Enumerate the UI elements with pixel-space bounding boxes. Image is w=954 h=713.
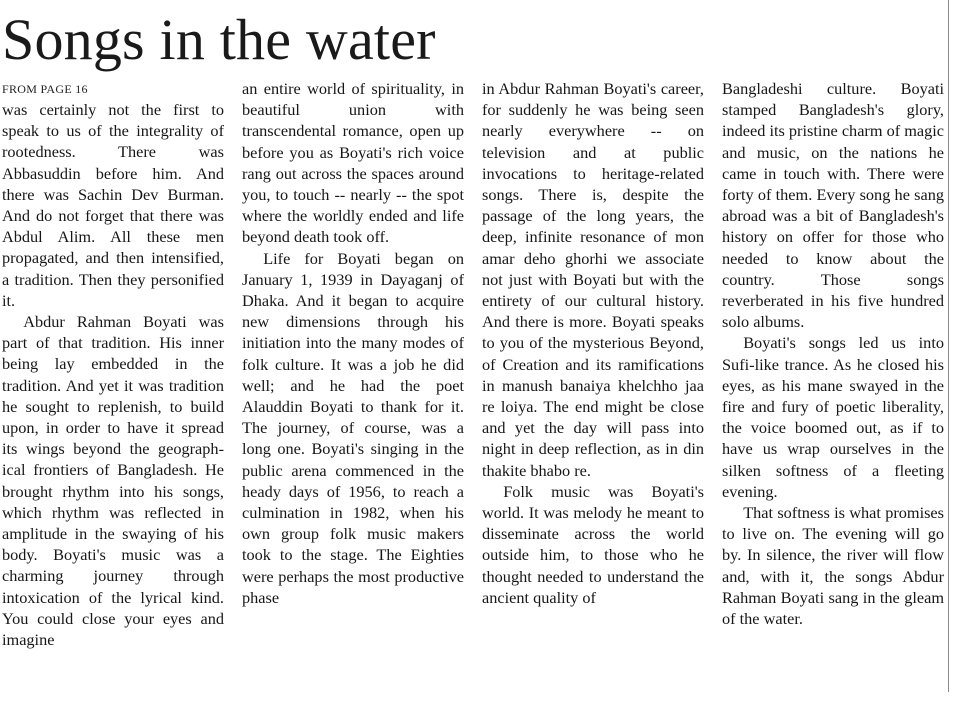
paragraph: was certainly not the first to speak to us of the integrality of rootedness. There was Abbasuddin before him. And there was Sachin Dev Burman. And do not forget that there was Abdul Alim. All these men propagated, and then intensified, a tradition. Then they personified it. [2,100,224,310]
paragraph: Boyati's songs led us into Sufi-like trance. As he closed his eyes, as his mane swayed in the fire and fury of poetic liberality, the voice boomed out, as if to have us wrap ourselves in the silken softness of a fleeting evening. [722,333,944,501]
article-column-4 [722,78,944,692]
paragraph: Folk music was Boyati's world. It was melody he meant to disseminate across the world outside him, to those who he thought needed to understand the ancient quality of [482,481,704,607]
paragraph: in Abdur Rahman Boyati's career, for suddenly he was being seen nearly everywhere -- on television and at public invocations to heritage-related songs. There is, despite the passage of the long years, the deep, infinite resonance of mon amar deho ghorhi we associate not just with Boyati but with the entirety of our cultural history. And there is more. Boyati speaks to you of the mysterious Beyond, of Creation and its ramifications in manush banaiya khelchho jaa re loiya. The end might be close and yet the day will pass into night in deep reflection, as in din thakite bhabo re. [482,79,704,480]
article-column-3 [482,78,704,692]
paragraph: Life for Boyati began on January 1, 1939 in Dayaganj of Dhaka. And it began to acquire new dimensions through his initiation into the many modes of folk culture. It was a job he did well; and he had the poet Alauddin Boyati to thank for it. The journey, of course, was a long one. Boyati's singing in the public arena commenced in the heady days of 1956, to reach a culmination in 1982, when his own group folk music makers took to the stage. The Eighties were perhaps the most productive phase [242,248,464,607]
article-column-2 [242,78,464,692]
paragraph: Bangladeshi culture. Boyati stamped Bangladesh's glory, indeed its pristine charm of magic and music, on the nations he came in touch with. There were forty of them. Every song he sang abroad was a bit of Bangladesh's history on offer for those who needed to know about the country. Those songs reverberated in his five hundred solo albums. [722,79,944,332]
column-rule [948,0,949,692]
paragraph: That softness is what promises to live on. The evening will go by. In silence, the river will flow and, with it, the songs Abdur Rahman Boyati sang in the gleam of the water. [722,503,944,629]
article-column-1 [2,99,224,713]
paragraph: Abdur Rahman Boyati was part of that tradition. His inner being lay embedded in the tradition. And yet it was tradition he sought to replenish, to build upon, in order to have it spread its wings beyond the geographical frontiers of Bangladesh. He brought rhythm into his songs, which rhythm was reflected in amplitude in the swaying of his body. Boyati's music was a charming journey through intoxication of the lyrical kind. You could close your eyes and imagine [2,312,224,650]
headline: Songs in the water [2,7,436,72]
paragraph: an entire world of spirituality, in beautiful union with transcendental romance, open up before you as Boyati's rich voice rang out across the spaces around you, to touch -- nearly -- the spot where the worldly ended and life beyond death took off. [242,79,464,247]
continued-from-label: FROM PAGE 16 [2,82,88,96]
